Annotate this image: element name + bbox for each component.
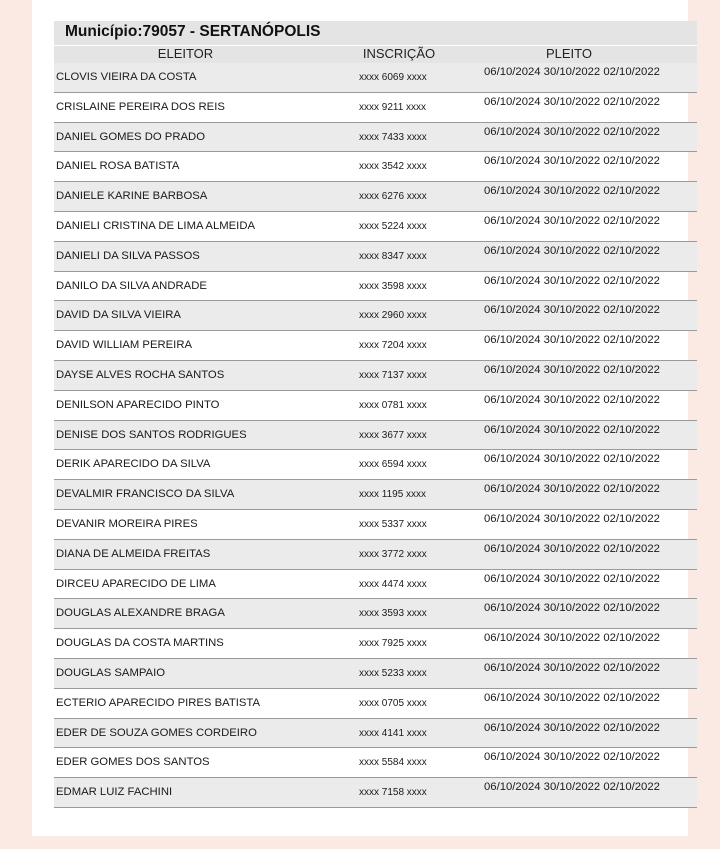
voter-pleito: 06/10/2024 30/10/2022 02/10/2022 bbox=[484, 572, 660, 585]
voter-name: DOUGLAS SAMPAIO bbox=[56, 666, 166, 679]
voter-inscricao: xxxx 7137 xxxx bbox=[359, 369, 427, 381]
voter-name: DANIELI CRISTINA DE LIMA ALMEIDA bbox=[56, 219, 256, 232]
voter-name: DANIEL GOMES DO PRADO bbox=[56, 130, 205, 143]
voter-pleito: 06/10/2024 30/10/2022 02/10/2022 bbox=[484, 334, 660, 347]
table-row bbox=[54, 480, 697, 510]
table-row bbox=[54, 689, 697, 719]
voter-pleito: 06/10/2024 30/10/2022 02/10/2022 bbox=[484, 512, 660, 525]
voter-inscricao: xxxx 7433 xxxx bbox=[359, 131, 427, 143]
voter-name: DAYSE ALVES ROCHA SANTOS bbox=[56, 368, 225, 381]
voter-inscricao: xxxx 5233 xxxx bbox=[359, 667, 427, 679]
voter-inscricao: xxxx 3772 xxxx bbox=[359, 548, 427, 560]
voter-inscricao: xxxx 2960 xxxx bbox=[359, 310, 427, 322]
voter-pleito: 06/10/2024 30/10/2022 02/10/2022 bbox=[484, 214, 660, 227]
voter-pleito: 06/10/2024 30/10/2022 02/10/2022 bbox=[484, 721, 660, 734]
voter-name: EDER DE SOUZA GOMES CORDEIRO bbox=[56, 726, 257, 739]
voter-inscricao: xxxx 5584 xxxx bbox=[359, 757, 427, 769]
voter-inscricao: xxxx 5224 xxxx bbox=[359, 220, 427, 232]
voter-pleito: 06/10/2024 30/10/2022 02/10/2022 bbox=[484, 244, 660, 257]
table-row bbox=[54, 510, 697, 540]
voter-name: CLOVIS VIEIRA DA COSTA bbox=[56, 71, 197, 83]
table-row bbox=[54, 421, 697, 451]
table-row bbox=[54, 152, 697, 182]
table-row bbox=[54, 659, 697, 689]
voter-name: DANIELI DA SILVA PASSOS bbox=[56, 249, 200, 262]
voter-pleito: 06/10/2024 30/10/2022 02/10/2022 bbox=[484, 185, 660, 198]
table-row bbox=[54, 450, 697, 480]
voter-inscricao: xxxx 3542 xxxx bbox=[359, 161, 427, 173]
voter-inscricao: xxxx 7158 xxxx bbox=[359, 787, 427, 799]
voter-inscricao: xxxx 7204 xxxx bbox=[359, 340, 427, 352]
voter-name: DANILO DA SILVA ANDRADE bbox=[56, 279, 207, 292]
voter-pleito: 06/10/2024 30/10/2022 02/10/2022 bbox=[484, 363, 660, 376]
voter-pleito: 06/10/2024 30/10/2022 02/10/2022 bbox=[484, 781, 660, 794]
table-row bbox=[54, 599, 697, 629]
column-header-pleito: PLEITO bbox=[545, 46, 592, 61]
voter-name: DIRCEU APARECIDO DE LIMA bbox=[56, 577, 216, 590]
table-row bbox=[54, 391, 697, 421]
voter-pleito: 06/10/2024 30/10/2022 02/10/2022 bbox=[484, 274, 660, 287]
voter-name: DENISE DOS SANTOS RODRIGUES bbox=[56, 428, 247, 441]
table-row bbox=[54, 301, 697, 331]
table-body bbox=[54, 63, 697, 808]
table-row bbox=[54, 570, 697, 600]
voter-table bbox=[54, 21, 697, 808]
column-header-eleitor: ELEITOR bbox=[157, 46, 214, 61]
voter-pleito: 06/10/2024 30/10/2022 02/10/2022 bbox=[484, 632, 660, 645]
voter-inscricao: xxxx 7925 xxxx bbox=[359, 638, 427, 650]
table-row bbox=[54, 748, 697, 778]
voter-inscricao: xxxx 8347 xxxx bbox=[359, 250, 427, 262]
voter-inscricao: xxxx 6069 xxxx bbox=[359, 72, 427, 83]
voter-name: DIANA DE ALMEIDA FREITAS bbox=[56, 547, 211, 560]
table-row bbox=[54, 778, 697, 808]
table-row bbox=[54, 242, 697, 272]
voter-pleito: 06/10/2024 30/10/2022 02/10/2022 bbox=[484, 66, 660, 78]
table-row bbox=[54, 361, 697, 391]
voter-name: ECTERIO APARECIDO PIRES BATISTA bbox=[56, 696, 261, 709]
voter-inscricao: xxxx 4474 xxxx bbox=[359, 578, 427, 590]
voter-pleito: 06/10/2024 30/10/2022 02/10/2022 bbox=[484, 602, 660, 615]
voter-inscricao: xxxx 3598 xxxx bbox=[359, 280, 427, 292]
voter-pleito: 06/10/2024 30/10/2022 02/10/2022 bbox=[484, 125, 660, 138]
voter-pleito: 06/10/2024 30/10/2022 02/10/2022 bbox=[484, 393, 660, 406]
table-row bbox=[54, 182, 697, 212]
municipality-title: Município:79057 - SERTANÓPOLIS bbox=[65, 23, 321, 40]
voter-pleito: 06/10/2024 30/10/2022 02/10/2022 bbox=[484, 155, 660, 168]
voter-inscricao: xxxx 4141 xxxx bbox=[359, 727, 427, 739]
voter-pleito: 06/10/2024 30/10/2022 02/10/2022 bbox=[484, 483, 660, 496]
voter-inscricao: xxxx 6594 xxxx bbox=[359, 459, 427, 471]
voter-name: DOUGLAS ALEXANDRE BRAGA bbox=[56, 607, 225, 620]
table-row bbox=[54, 540, 697, 570]
voter-name: CRISLAINE PEREIRA DOS REIS bbox=[56, 100, 225, 113]
column-header-row bbox=[54, 45, 697, 63]
voter-name: DEVANIR MOREIRA PIRES bbox=[56, 517, 198, 530]
voter-name: DEVALMIR FRANCISCO DA SILVA bbox=[56, 488, 235, 501]
voter-inscricao: xxxx 3593 xxxx bbox=[359, 608, 427, 620]
table-row bbox=[54, 629, 697, 659]
voter-pleito: 06/10/2024 30/10/2022 02/10/2022 bbox=[484, 304, 660, 317]
voter-name: DAVID WILLIAM PEREIRA bbox=[56, 339, 193, 352]
voter-pleito: 06/10/2024 30/10/2022 02/10/2022 bbox=[484, 423, 660, 436]
voter-inscricao: xxxx 3677 xxxx bbox=[359, 429, 427, 441]
table-row bbox=[54, 331, 697, 361]
table-row bbox=[54, 93, 697, 123]
voter-inscricao: xxxx 0781 xxxx bbox=[359, 399, 427, 411]
voter-pleito: 06/10/2024 30/10/2022 02/10/2022 bbox=[484, 751, 660, 764]
table-row bbox=[54, 63, 697, 93]
voter-name: DOUGLAS DA COSTA MARTINS bbox=[56, 637, 224, 650]
voter-name: DANIEL ROSA BATISTA bbox=[56, 160, 180, 173]
voter-name: EDER GOMES DOS SANTOS bbox=[56, 756, 210, 769]
voter-pleito: 06/10/2024 30/10/2022 02/10/2022 bbox=[484, 453, 660, 466]
column-header-inscricao: INSCRIÇÃO bbox=[362, 46, 436, 61]
voter-name: DERIK APARECIDO DA SILVA bbox=[56, 458, 211, 471]
voter-inscricao: xxxx 0705 xxxx bbox=[359, 697, 427, 709]
table-row bbox=[54, 719, 697, 749]
voter-inscricao: xxxx 1195 xxxx bbox=[359, 489, 427, 501]
voter-pleito: 06/10/2024 30/10/2022 02/10/2022 bbox=[484, 661, 660, 674]
voter-name: DAVID DA SILVA VIEIRA bbox=[56, 309, 181, 322]
table-row bbox=[54, 272, 697, 302]
voter-inscricao: xxxx 6276 xxxx bbox=[359, 191, 427, 203]
municipality-header bbox=[54, 21, 697, 45]
voter-name: DENILSON APARECIDO PINTO bbox=[56, 398, 220, 411]
voter-pleito: 06/10/2024 30/10/2022 02/10/2022 bbox=[484, 691, 660, 704]
table-row bbox=[54, 212, 697, 242]
table-row bbox=[54, 123, 697, 153]
voter-inscricao: xxxx 9211 xxxx bbox=[359, 101, 427, 113]
voter-pleito: 06/10/2024 30/10/2022 02/10/2022 bbox=[484, 542, 660, 555]
voter-inscricao: xxxx 5337 xxxx bbox=[359, 518, 427, 530]
voter-name: EDMAR LUIZ FACHINI bbox=[56, 786, 173, 799]
voter-name: DANIELE KARINE BARBOSA bbox=[56, 190, 208, 203]
document-page bbox=[32, 0, 688, 836]
voter-pleito: 06/10/2024 30/10/2022 02/10/2022 bbox=[484, 95, 660, 108]
